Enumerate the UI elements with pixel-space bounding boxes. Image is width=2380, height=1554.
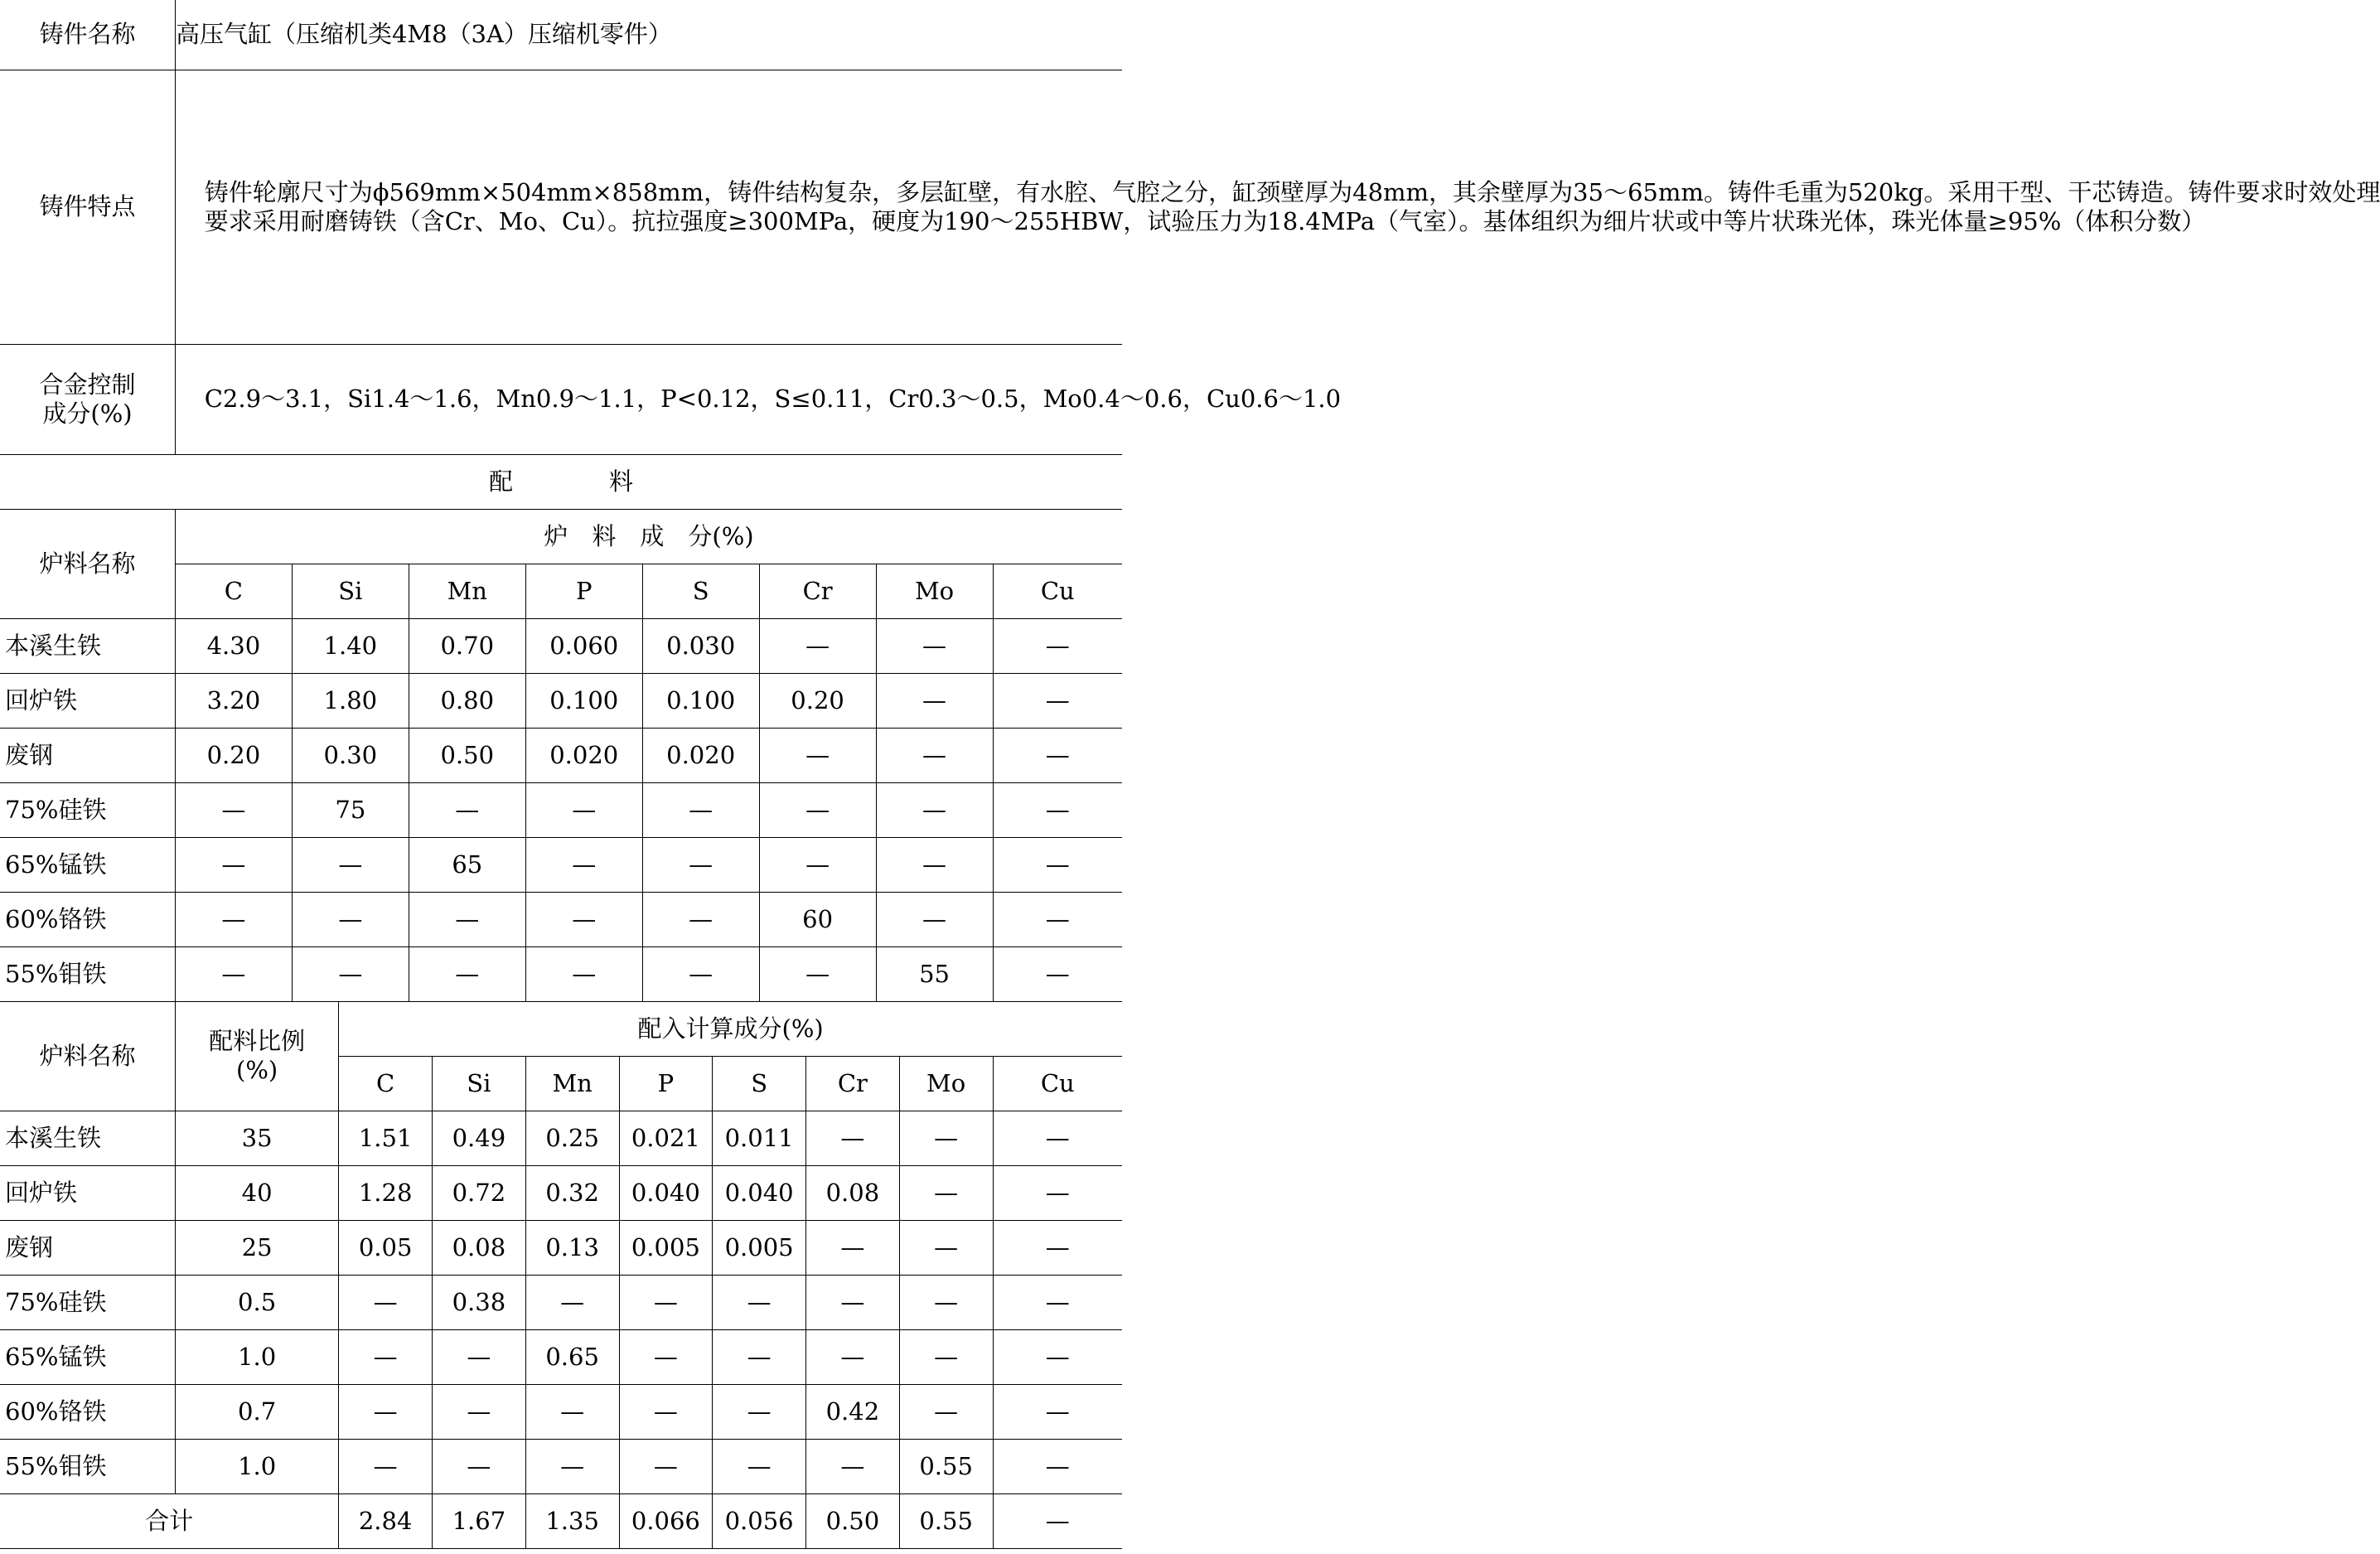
calc-rows [0,1111,1122,1493]
value-cell: 0.005 [713,1220,806,1275]
value-cell: — [619,1439,713,1493]
value-cell: — [759,728,876,782]
calc-element-header: Cr [806,1056,900,1111]
value-cell: — [292,946,409,1001]
value-cell: 0.25 [525,1111,619,1165]
value-cell: — [806,1329,900,1384]
value-cell: — [993,837,1122,892]
value-cell: 1.40 [292,618,409,673]
charge-name-cell: 废钢 [0,1220,175,1275]
charge-name-cell: 回炉铁 [0,673,175,728]
value-cell: — [525,1384,619,1439]
alloy-control-label [0,344,175,454]
value-cell: 1.51 [339,1111,433,1165]
value-cell: — [713,1275,806,1329]
charge-name-cell: 回炉铁 [0,1165,175,1220]
calc-element-header: P [619,1056,713,1111]
value-cell: — [993,1220,1122,1275]
value-cell: — [993,1275,1122,1329]
value-cell: — [525,1275,619,1329]
casting-features-row [0,70,1122,344]
value-cell: — [713,1329,806,1384]
value-cell: — [175,892,292,946]
value-cell: 0.060 [525,618,642,673]
value-cell: 0.020 [525,728,642,782]
casting-features-label: 铸件特点 [0,70,175,344]
charge-name-cell: 75%硅铁 [0,1275,175,1329]
value-cell: — [806,1220,900,1275]
batching-composition-header: 炉 料 成 分(%) [175,509,1122,564]
table-row [0,1329,1122,1384]
charge-name-cell: 75%硅铁 [0,782,175,837]
table-row [0,892,1122,946]
table-row [0,728,1122,782]
value-cell: 0.72 [433,1165,526,1220]
value-cell: — [713,1384,806,1439]
alloy-label-line2: 成分(%) [42,399,133,428]
total-label: 合计 [0,1493,339,1548]
value-cell: — [876,618,993,673]
value-cell: 75 [292,782,409,837]
calc-element-header: Mo [899,1056,993,1111]
value-cell: — [525,1439,619,1493]
charge-name-cell: 65%锰铁 [0,837,175,892]
value-cell: — [175,837,292,892]
value-cell: 0.13 [525,1220,619,1275]
casting-name-row [0,0,1122,70]
table-row [0,1111,1122,1165]
value-cell: 0.38 [433,1275,526,1329]
batching-charge-label: 炉料名称 [0,509,175,618]
value-cell: 0.05 [339,1220,433,1275]
value-cell: 0.100 [525,673,642,728]
value-cell: 0.50 [409,728,525,782]
ratio-label-line2: (%) [236,1056,278,1084]
value-cell: — [993,673,1122,728]
value-cell: — [993,1111,1122,1165]
value-cell: — [525,892,642,946]
value-cell: — [876,837,993,892]
value-cell: — [433,1384,526,1439]
value-cell: — [642,946,759,1001]
value-cell: — [806,1275,900,1329]
total-value: 1.67 [433,1493,526,1548]
value-cell: 0.49 [433,1111,526,1165]
ratio-cell: 0.7 [175,1384,338,1439]
value-cell: — [525,946,642,1001]
value-cell: — [433,1329,526,1384]
value-cell: — [525,782,642,837]
batching-element-header: C [175,564,292,618]
value-cell: — [759,782,876,837]
calc-element-header: Si [433,1056,526,1111]
value-cell: — [993,728,1122,782]
calc-element-header: C [339,1056,433,1111]
value-cell: — [993,892,1122,946]
ratio-cell: 1.0 [175,1439,338,1493]
batching-element-header: Mn [409,564,525,618]
total-value: — [993,1493,1122,1548]
value-cell: — [292,837,409,892]
casting-name-label: 铸件名称 [0,0,175,70]
value-cell: — [642,782,759,837]
value-cell: 65 [409,837,525,892]
table-row [0,618,1122,673]
value-cell: — [409,946,525,1001]
value-cell: — [409,782,525,837]
value-cell: 0.040 [619,1165,713,1220]
value-cell: 0.20 [759,673,876,728]
total-row [0,1493,1122,1548]
calc-charge-label: 炉料名称 [0,1001,175,1111]
value-cell: — [175,946,292,1001]
alloy-control-value [175,344,1342,454]
value-cell: — [292,892,409,946]
value-cell: 0.030 [642,618,759,673]
value-cell: — [899,1384,993,1439]
charge-name-cell: 本溪生铁 [0,618,175,673]
value-cell: 0.100 [642,673,759,728]
value-cell: — [993,946,1122,1001]
charge-name-cell: 55%钼铁 [0,946,175,1001]
batching-section-title-row [0,454,1122,509]
alloy-control-text: C2.9～3.1，Si1.4～1.6，Mn0.9～1.1，P<0.12，S≤0.11，Cr0.3～0.5，Mo0.4～0.6，Cu0.6～1.0 [204,385,1342,414]
value-cell: 0.20 [175,728,292,782]
table-row [0,1220,1122,1275]
charge-name-cell: 60%铬铁 [0,1384,175,1439]
value-cell: — [993,1165,1122,1220]
total-value: 0.55 [899,1493,993,1548]
value-cell: — [876,728,993,782]
value-cell: 0.30 [292,728,409,782]
value-cell: — [899,1111,993,1165]
value-cell: — [713,1439,806,1493]
batching-element-header: P [525,564,642,618]
value-cell: — [433,1439,526,1493]
value-cell: 0.08 [433,1220,526,1275]
features-paragraph-1: 铸件轮廓尺寸为ϕ569mm×504mm×858mm，铸件结构复杂，多层缸壁，有水腔、气腔之分，缸颈壁厚为48mm，其余壁厚为35～65mm。铸件毛重为520kg。采用干型、干芯铸造。铸件要求时效处理 [204,177,2380,206]
ratio-cell: 1.0 [175,1329,338,1384]
value-cell: 1.80 [292,673,409,728]
charge-name-cell: 65%锰铁 [0,1329,175,1384]
value-cell: — [806,1111,900,1165]
calc-composition-header: 配入计算成分(%) [339,1001,1122,1056]
total-value: 1.35 [525,1493,619,1548]
table-row [0,1439,1122,1493]
table-row [0,673,1122,728]
charge-name-cell: 本溪生铁 [0,1111,175,1165]
charge-name-cell: 废钢 [0,728,175,782]
value-cell: — [759,618,876,673]
features-paragraph-2: 要求采用耐磨铸铁（含Cr、Mo、Cu）。抗拉强度≥300MPa，硬度为190～255HBW，试验压力为18.4MPa（气室）。基体组织为细片状或中等片状珠光体，珠光体量≥95%（体积分数） [204,206,2206,235]
value-cell: — [876,782,993,837]
calc-element-header: Cu [993,1056,1122,1111]
value-cell: 0.040 [713,1165,806,1220]
casting-name-value: 高压气缸（压缩机类4M8（3A）压缩机零件） [175,0,1122,70]
charge-name-cell: 60%铬铁 [0,892,175,946]
calc-element-header: S [713,1056,806,1111]
value-cell: — [339,1439,433,1493]
alloy-control-row [0,344,1122,454]
value-cell: 3.20 [175,673,292,728]
batching-element-header: Cr [759,564,876,618]
total-value: 0.066 [619,1493,713,1548]
value-cell: — [899,1329,993,1384]
value-cell: 1.28 [339,1165,433,1220]
batching-section-title: 配 料 [0,454,1122,509]
batching-header-row [0,509,1122,564]
calc-element-header: Mn [525,1056,619,1111]
table-row [0,946,1122,1001]
table-row [0,1384,1122,1439]
ratio-cell: 0.5 [175,1275,338,1329]
value-cell: — [339,1275,433,1329]
value-cell: — [619,1275,713,1329]
total-value: 2.84 [339,1493,433,1548]
value-cell: — [899,1220,993,1275]
calc-header-row [0,1001,1122,1056]
value-cell: — [619,1384,713,1439]
batching-element-header: Cu [993,564,1122,618]
batching-rows [0,618,1122,1001]
value-cell: — [619,1329,713,1384]
value-cell: 4.30 [175,618,292,673]
batching-element-header: Si [292,564,409,618]
table-row [0,1275,1122,1329]
value-cell: 0.021 [619,1111,713,1165]
alloy-label-line1: 合金控制 [39,370,136,399]
value-cell: — [642,837,759,892]
value-cell: 0.70 [409,618,525,673]
value-cell: — [339,1329,433,1384]
value-cell: 0.80 [409,673,525,728]
value-cell: — [759,837,876,892]
value-cell: 0.020 [642,728,759,782]
calc-ratio-label [175,1001,338,1111]
value-cell: — [993,782,1122,837]
value-cell: — [876,673,993,728]
value-cell: 0.65 [525,1329,619,1384]
value-cell: — [899,1165,993,1220]
value-cell: — [409,892,525,946]
value-cell: — [525,837,642,892]
table-row [0,837,1122,892]
value-cell: 0.42 [806,1384,900,1439]
value-cell: 60 [759,892,876,946]
value-cell: — [642,892,759,946]
table-row [0,1165,1122,1220]
value-cell: 55 [876,946,993,1001]
ratio-cell: 25 [175,1220,338,1275]
value-cell: — [876,892,993,946]
charge-name-cell: 55%钼铁 [0,1439,175,1493]
value-cell: 0.32 [525,1165,619,1220]
value-cell: 0.011 [713,1111,806,1165]
value-cell: — [993,1329,1122,1384]
value-cell: — [175,782,292,837]
total-value: 0.056 [713,1493,806,1548]
value-cell: 0.55 [899,1439,993,1493]
value-cell: — [339,1384,433,1439]
value-cell: — [899,1275,993,1329]
casting-features-text [175,70,2380,344]
value-cell: 0.08 [806,1165,900,1220]
ratio-cell: 35 [175,1111,338,1165]
batching-element-header: Mo [876,564,993,618]
value-cell: — [759,946,876,1001]
value-cell: — [993,1439,1122,1493]
value-cell: — [993,1384,1122,1439]
total-value: 0.50 [806,1493,900,1548]
value-cell: — [993,618,1122,673]
table-row [0,782,1122,837]
value-cell: 0.005 [619,1220,713,1275]
batching-element-header: S [642,564,759,618]
ratio-label-line1: 配料比例 [209,1027,306,1056]
value-cell: — [806,1439,900,1493]
ratio-cell: 40 [175,1165,338,1220]
